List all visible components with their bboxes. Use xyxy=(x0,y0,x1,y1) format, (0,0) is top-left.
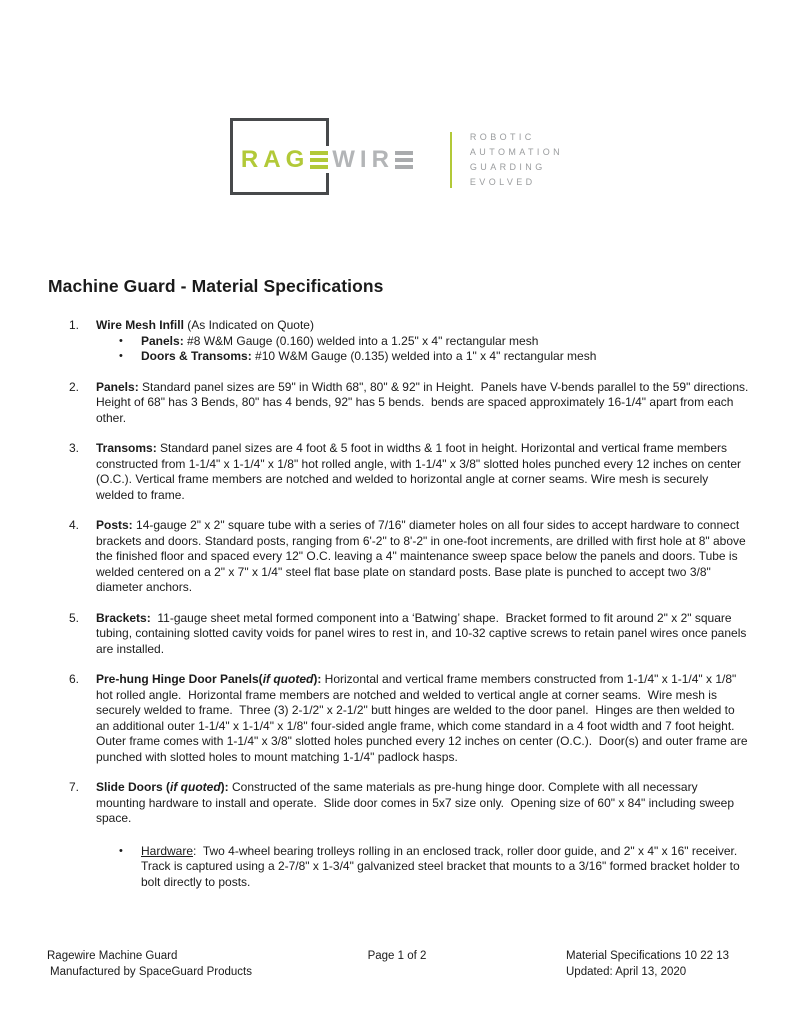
tagline-line-automation: AUTOMATION xyxy=(469,146,564,157)
spec-item-text xyxy=(96,441,749,503)
tagline-line-guarding: GUARDING xyxy=(469,161,546,172)
text-segment: Brackets: xyxy=(96,610,151,625)
bullet-item-text xyxy=(141,349,749,365)
logo-text-wir: WIR xyxy=(332,145,394,173)
spec-item-text xyxy=(96,518,749,596)
logo-e-green-icon xyxy=(310,151,328,169)
text-segment: Standard panel sizes are 4 foot & 5 foot in widths & 1 foot in height. Horizontal and vertical frame members constructed from 1-1/4" x 1-1/4" x 1/8" hot rolled angle, with 1-1/4" x 3/8" slotted holes punched every 12 inches on center (O.C.). Vertical frame members are notched and welded to horizontal angle at corner seams. Wire mesh is securely welded to frame. xyxy=(96,441,745,502)
page-footer xyxy=(47,948,748,980)
text-segment: Horizontal and vertical frame members constructed from 1-1/4" x 1-1/4" x 1/8" hot rolled angle. Horizontal frame members are notched and welded to vertical angle at corner seams. Wire mesh is securely welded to frame. Three (3) 2-1/2" x 2-1/2" butt hinges are welded to the door panel. Hinges are then welded to an additional outer 1-1/4" x 1-1/4" x 1/8" four-sided angle frame, which come standard in a 4 foot width and 7 foot height. Outer frame comes with 1-1/4" x 3/8" slotted holes punched every 12 inches on center (O.C.). Door(s) and outer frame are punched with slotted holes to mount matching 1-1/4" padlock hasps. xyxy=(96,672,751,764)
text-segment: Transoms: xyxy=(96,441,157,455)
logo-e-gray-icon xyxy=(395,151,413,169)
bullet-item xyxy=(48,334,749,350)
spec-item-5 xyxy=(48,611,749,658)
ragewire-logo xyxy=(0,118,793,201)
spec-list xyxy=(48,318,752,890)
text-segment: Wire Mesh Infill xyxy=(96,318,184,332)
footer-left xyxy=(47,948,280,980)
spec-item-number: 7. xyxy=(69,780,80,794)
text-segment: ): xyxy=(220,780,229,794)
spec-item-3 xyxy=(48,441,749,503)
spec-item-head xyxy=(48,611,749,658)
text-segment: Panels: xyxy=(96,379,139,394)
text-segment: Constructed of the same materials as pre-hung hinge door. Complete with all necessary mounting hardware to install and operate. Slide door comes in 5x7 size only. Opening size of 60" x 84" including sweep space. xyxy=(96,780,738,825)
text-segment: Pre-hung Hinge Door Panels( xyxy=(96,672,263,686)
text-segment: 11-gauge sheet metal formed component into a ‘Batwing’ shape. Bracket formed to fit around 2" x 2" square tubing, containing slotted cavity voids for panel wires to rest in, and 10-32 captive screws to retain panel wires once panels are installed. xyxy=(96,610,750,656)
spec-item-7 xyxy=(48,780,749,890)
bullet-icon: • xyxy=(119,844,123,857)
tagline-line-evolved: EVOLVED xyxy=(469,176,536,187)
logo-divider-line xyxy=(450,132,452,188)
footer-updated-date: Updated: April 13, 2020 xyxy=(566,966,687,978)
text-segment: #10 W&M Gauge (0.135) welded into a 1" x 4" rectangular mesh xyxy=(251,349,597,363)
text-segment: Slide Doors ( xyxy=(96,780,171,794)
spec-item-text xyxy=(96,379,752,427)
tagline-line-robotic: ROBOTIC xyxy=(469,131,535,142)
spec-item-bullets xyxy=(48,844,749,891)
spec-item-6 xyxy=(48,672,749,765)
footer-page-number: Page 1 of 2 xyxy=(367,950,427,962)
text-segment: : Two 4-wheel bearing trolleys rolling in an enclosed track, roller door guide, and 2" x 4" x 16" receiver. Track is captured using a 2-7/8" x 1-3/4" galvanized steel bracket that mounts to a 3/16" formed bracket holder to bolt directly to posts. xyxy=(141,843,743,889)
spec-item-number: 6. xyxy=(69,672,80,686)
spec-item-number: 1. xyxy=(69,318,80,332)
footer-right xyxy=(514,948,747,980)
text-segment: Hardware xyxy=(141,843,194,858)
text-segment: (As Indicated on Quote) xyxy=(183,318,314,332)
text-segment: if quoted xyxy=(170,780,221,794)
logo-tagline xyxy=(470,130,563,190)
spec-item-number: 2. xyxy=(69,379,80,394)
bullet-icon: • xyxy=(119,334,123,347)
text-segment: if quoted xyxy=(262,672,314,686)
bullet-icon: • xyxy=(119,350,123,362)
spec-item-bullets xyxy=(48,334,749,365)
text-segment: ): xyxy=(313,672,322,686)
logo-wordmark xyxy=(230,118,440,201)
text-segment: 14-gauge 2" x 2" square tube with a series of 7/16" diameter holes on all four sides to accept hardware to connect brackets and doors. Standard posts, ranging from 6'-2" to 8'-2" in one-foot increments, are drilled with first hole at 8" above the finished floor and spaced every 12" O.C. leaving a 4" maintenance sweep space below the panels and doors. Tube is welded centered on a 2" x 7" x 1/4" steel flat base plate on standard posts. Base plate is punched to accept two 3/8" diameter anchors. xyxy=(96,518,750,594)
footer-manufacturer: Manufactured by SpaceGuard Products xyxy=(50,966,253,978)
text-segment: Doors & Transoms: xyxy=(141,349,252,363)
text-segment: Panels: xyxy=(141,333,184,348)
logo-text-rag: RAG xyxy=(240,145,310,173)
spec-item-head xyxy=(48,518,749,596)
spec-item-text xyxy=(96,611,749,658)
footer-spec-number: Material Specifications 10 22 13 xyxy=(566,950,730,962)
bullet-item-text xyxy=(141,844,749,891)
spec-item-text xyxy=(96,780,749,827)
spec-item-1 xyxy=(48,318,749,365)
spec-item-4 xyxy=(48,518,749,596)
text-segment: Posts: xyxy=(96,518,133,532)
bullet-item xyxy=(48,349,749,365)
spec-item-number: 4. xyxy=(69,518,80,532)
logo-word-row xyxy=(240,145,417,173)
text-segment: Standard panel sizes are 59" in Width 68", 80" & 92" in Height. Panels have V-bends parallel to the 59" directions. Height of 68" has 3 Bends, 80" has 4 bends, 92" has 5 bends. bends are spaced approximately 16-1/4" apart from each other. xyxy=(96,379,752,425)
bullet-item xyxy=(48,844,749,891)
spec-item-head xyxy=(48,441,749,503)
text-segment: #8 W&M Gauge (0.160) welded into a 1.25" x 4" rectangular mesh xyxy=(183,333,539,348)
footer-product-name: Ragewire Machine Guard xyxy=(47,950,178,962)
page-title: Machine Guard - Material Specifications xyxy=(48,276,384,296)
document-content xyxy=(48,276,752,890)
spec-item-head xyxy=(48,780,749,827)
spec-item-number: 3. xyxy=(69,441,80,455)
spec-item-text xyxy=(96,318,749,334)
spec-item-text xyxy=(96,672,749,765)
spec-item-number: 5. xyxy=(69,610,80,625)
spec-item-2 xyxy=(48,379,752,427)
spec-item-head xyxy=(48,379,752,427)
spec-item-head xyxy=(48,672,749,765)
bullet-item-text xyxy=(141,334,749,350)
spec-item-head xyxy=(48,318,749,334)
